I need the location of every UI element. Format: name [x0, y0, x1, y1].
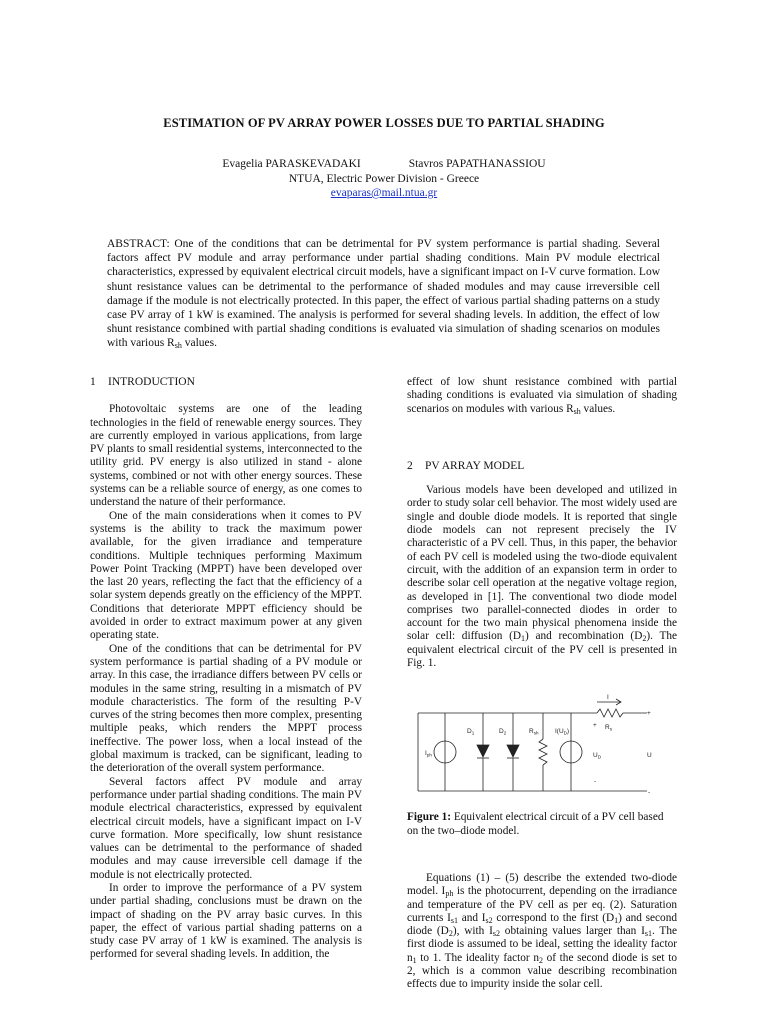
text-run: ) and recombination (D	[525, 630, 643, 643]
figure-1-caption-text: Equivalent electrical circuit of a PV cell based on the two–diode model.	[407, 811, 664, 837]
text-run: Various models have been developed and utilized in order to study solar cell behavior. The most widely used are single and double diode models. It is reported that single diode models can not represent precisely the IV characteristic of a PV cell. Thus, in this paper, the behavior of each PV cell is modeled using the two-diode equivalent circuit, with the addition of an expansion term in order to describe solar cell operation at the negative voltage region, as developed in [1]. The conventional two diode model comprises two parallel-connected diodes in order to account for the two main physical phenomena inside the solar cell: diffusion (D	[407, 484, 677, 643]
abstract	[107, 237, 660, 351]
label-text: I(U	[555, 728, 564, 735]
author-2: Stavros PAPATHANASSIOU	[408, 158, 546, 170]
abstract-text: ABSTRACT: One of the conditions that can be detrimental for PV system performance is partial shading. Several factors affect PV module and array performance under partial shading conditions. Main PV module electrical characteristics, expressed by equivalent electrical circuit models, have a significant impact on I-V curve formation. Low shunt resistance values can be detrimental to the performance of shaded modules and may cause irreversible cell damage if the module is not electrically protected. In this paper, the effect of various partial shading patterns on a study case PV array of 1 kW is examined. The analysis is performed for several shading levels. In addition, the effect of low shunt resistance combined with partial shading conditions is evaluated via simulation of shading scenarios on modules with various R	[107, 238, 660, 350]
intro-continuation-tail: values.	[580, 402, 616, 415]
abstract-tail: values.	[181, 337, 217, 350]
text-run: ). The equivalent electrical circuit of the PV cell is presented in Fig. 1.	[407, 630, 678, 670]
diode-1	[477, 745, 489, 757]
shunt-resistor	[539, 739, 547, 765]
subscript: 1	[412, 955, 417, 965]
section-1-number: 1	[90, 376, 96, 388]
label-current: I	[607, 694, 609, 701]
figure-1-circuit-diagram	[407, 694, 677, 801]
label-text: )	[566, 728, 570, 735]
text-run: ), with I	[452, 925, 493, 938]
intro-paragraph-1: Photovoltaic systems are one of the leading technologies in the field of renewable energy sources. They are currently employed in various applications, from large PV plants to small residential systems, interconnected to the utility grid. PV energy is also utilized in stand - alone systems, combined or not with other energy sources. These systems can be a reliable source of energy, as one comes to understand the nature of their performance.	[90, 403, 362, 509]
text-run: Equations (1) – (5) describe the extended two-diode model. I	[407, 871, 677, 898]
section-2-number: 2	[407, 459, 413, 472]
right-column	[407, 376, 677, 992]
label-sub: D	[597, 754, 601, 760]
figure-1-caption	[407, 811, 677, 838]
label-sub: ph	[426, 752, 432, 758]
label-d1	[467, 728, 475, 736]
intro-continuation-sub: sh	[573, 406, 581, 416]
label-text: D	[467, 728, 472, 735]
subscript: 1	[521, 634, 526, 644]
intro-paragraph-3: One of the conditions that can be detrimental for PV system performance is partial shading of a PV module or array. In this case, the irradiance differs between PV cells or modules in the same string, resulting in a mismatch of PV module characteristics. The form of the resulting P-V curves of the string becomes then more complex, presenting multiple peaks, which renders the MPPT process ineffective. The power loss, when a local instead of the global maximum is tracked, can be significant, leading to the deterioration of the overall system performance.	[90, 642, 362, 775]
minus-sign-1: -	[594, 778, 597, 785]
label-text: D	[499, 728, 504, 735]
label-rs	[605, 724, 613, 732]
label-d2	[499, 728, 507, 736]
intro-paragraph-2: One of the main considerations when it comes to PV systems is the ability to track the maximum power available, for the given irradiance and temperature conditions. Multiple techniques performing Maximum Power Point Tracking (MPPT) have been developed over the last 20 years, reflecting the fact that the efficiency of a solar system depends greatly on the efficiency of the MPPT. Conditions that deteriorate MPPT efficiency should be avoided in order to extract maximum power at any given operating state.	[90, 509, 362, 642]
left-column	[90, 376, 362, 962]
series-resistor	[597, 709, 623, 717]
text-run: . The first diode is assumed to be ideal, setting the ideality factor n	[407, 925, 678, 964]
abstract-subscript: sh	[174, 341, 182, 351]
subscript: 2	[642, 634, 647, 644]
subscript: s1	[644, 929, 653, 939]
label-iud	[555, 728, 569, 736]
section-2-heading	[407, 460, 677, 473]
section-1-title: INTRODUCTION	[108, 376, 195, 388]
label-u: U	[647, 752, 652, 759]
subscript: s2	[485, 915, 493, 925]
text-run: to 1. The ideality factor n	[416, 951, 539, 964]
label-ud	[593, 752, 602, 760]
model-paragraph-2	[407, 872, 677, 992]
label-text: R	[605, 724, 610, 731]
diode-2	[507, 745, 519, 757]
text-run: ) and second diode (D	[407, 911, 677, 938]
label-sub: 2	[503, 730, 507, 736]
author-1: Evagelia PARASKEVADAKI	[222, 158, 361, 170]
subscript: ph	[445, 889, 454, 899]
label-text: R	[529, 728, 534, 735]
label-text: U	[593, 752, 598, 759]
affiliation: NTUA, Electric Power Division - Greece	[288, 172, 480, 185]
email-link[interactable]: evaparas@mail.ntua.gr	[330, 187, 438, 199]
plus-sign-2: +	[647, 710, 651, 717]
intro-continuation	[407, 376, 677, 416]
label-sub: D	[563, 730, 567, 736]
paper-title: ESTIMATION OF PV ARRAY POWER LOSSES DUE TO PARTIAL SHADING	[163, 116, 605, 130]
text-run: obtaining values larger than I	[500, 925, 645, 938]
label-text: I	[425, 750, 427, 757]
subscript: s1	[450, 915, 458, 925]
section-1-heading	[90, 376, 362, 389]
minus-sign-2: -	[648, 789, 651, 796]
label-rsh	[529, 728, 539, 736]
figure-1-label: Figure 1:	[407, 811, 452, 824]
label-sub: s	[609, 726, 612, 732]
label-iph	[425, 750, 432, 758]
section-2-title: PV ARRAY MODEL	[425, 459, 525, 472]
label-sub: 1	[471, 730, 475, 736]
plus-sign-1: +	[593, 722, 597, 729]
intro-continuation-text: effect of low shunt resistance combined with partial shading conditions is evaluated via simulation of shading scenarios on modules with various R	[407, 376, 677, 415]
subscript: s2	[492, 929, 500, 939]
author-block	[0, 157, 768, 201]
text-run: is the photocurrent, depending on the irradiance and temperature of the PV cell as per eq. (2). Saturation currents I	[407, 885, 677, 924]
subscript: 2	[448, 929, 453, 939]
text-run: and I	[458, 911, 486, 924]
subscript: 1	[614, 915, 619, 925]
label-sub: sh	[533, 730, 539, 736]
text-run: correspond to the first (D	[492, 911, 615, 924]
author-names	[0, 157, 768, 172]
text-run: of the second diode is set to 2, which is a common value describing recombination effects due to impurity inside the solar cell.	[407, 951, 678, 991]
intro-paragraph-5: In order to improve the performance of a PV system under partial shading, conclusions must be drawn on the impact of shading on the PV array basic curves. In this paper, the effect of various partial shading patterns on a study case PV array of 1 kW is examined. The analysis is performed for several shading levels. In addition, the	[90, 881, 362, 961]
intro-paragraph-4: Several factors affect PV module and array performance under partial shading conditions. The main PV module electrical characteristics, expressed by equivalent electrical circuit models, have a significant impact on I-V curve formation. More specifically, low shunt resistance values can be detrimental to the performance of shaded modules and may cause irreversible cell damage if the module is not electrically protected.	[90, 775, 362, 881]
model-paragraph-1	[407, 484, 677, 670]
subscript: 2	[538, 955, 543, 965]
